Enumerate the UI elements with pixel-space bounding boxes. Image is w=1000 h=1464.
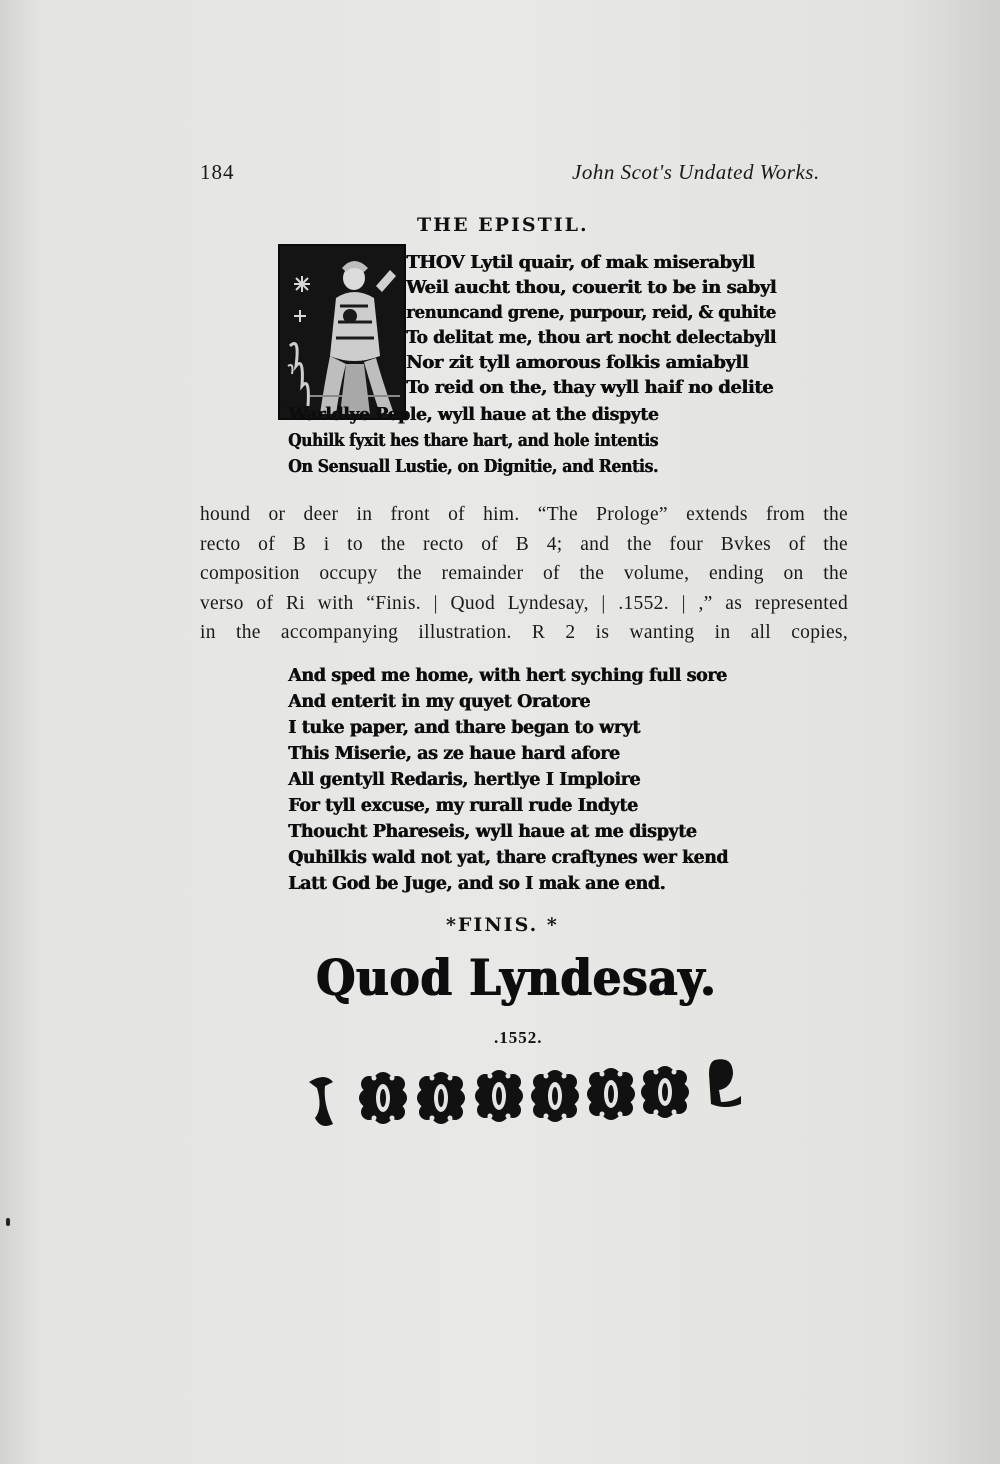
epistle-line-1: THOV Lytil quair, of mak miserabyll (406, 252, 755, 273)
verse-line-4: This Miserie, as ze haue hard afore (288, 744, 620, 764)
woodcut-initial-figure-icon (278, 244, 406, 420)
verse-line-8: Quhilkis wald not yat, thare craftynes wer kend (288, 848, 728, 868)
epistle-line-8: Quhilk fyxit hes thare hart, and hole intentis (288, 430, 658, 451)
quod-lyndesay-label: Quod Lyndesay. (316, 948, 717, 1007)
epistle-facsimile (262, 214, 782, 488)
verse-line-2: And enterit in my quyet Oratore (288, 692, 590, 712)
verse-line-6: For tyll excuse, my rurall rude Indyte (288, 796, 638, 816)
epistle-line-3: renuncand grene, purpour, reid, & quhite (406, 302, 776, 323)
page-header (200, 160, 848, 192)
verse-line-5: All gentyll Redaris, hertlye I Imploire (288, 770, 641, 790)
prose-paragraph (200, 500, 848, 648)
verse-line-7: Thoucht Phareseis, wyll haue at me dispyte (288, 822, 697, 842)
prose-line-1: hound or deer in front of him. “The Prologe” extends from the (200, 504, 848, 525)
epistle-line-4: To delitat me, thou art nocht delectabyll (406, 327, 776, 348)
verse-line-9: Latt God be Juge, and so I mak ane end. (288, 874, 666, 894)
prose-line-2: recto of B i to the recto of B 4; and the four Bvkes of the (200, 533, 848, 555)
page-speck (6, 1218, 10, 1226)
verse-line-3: I tuke paper, and thare began to wryt (288, 718, 640, 738)
page-number: 184 (200, 160, 235, 184)
finis-label: *FINIS. * (446, 914, 559, 936)
prose-line-3: composition occupy the remainder of the volume, ending on the (200, 563, 848, 584)
floral-ornament-row-icon (305, 1048, 745, 1138)
verse-line-1: And sped me home, with hert syching full sore (288, 666, 727, 686)
epistle-line-2: Weil aucht thou, couerit to be in sabyl (406, 277, 777, 298)
running-title: John Scot's Undated Works. (572, 160, 820, 184)
epistle-line-5: Nor zit tyll amorous folkis amiabyll (406, 352, 749, 373)
epistle-line-7: Warldlye Peple, wyll haue at the dispyte (288, 404, 659, 425)
year-label: .1552. (494, 1028, 543, 1047)
prose-line-4: verso of Ri with “Finis. | Quod Lyndesay, | .1552. | ,” as represented (200, 592, 848, 614)
prose-line-5: in the accompanying illustration. R 2 is wanting in all copies, (200, 622, 848, 643)
epistle-line-9: On Sensuall Lustie, on Dignitie, and Rentis. (288, 456, 658, 477)
epistle-title: THE EPISTIL. (417, 214, 589, 236)
epistle-line-6: To reid on the, thay wyll haif no delite (406, 377, 774, 398)
